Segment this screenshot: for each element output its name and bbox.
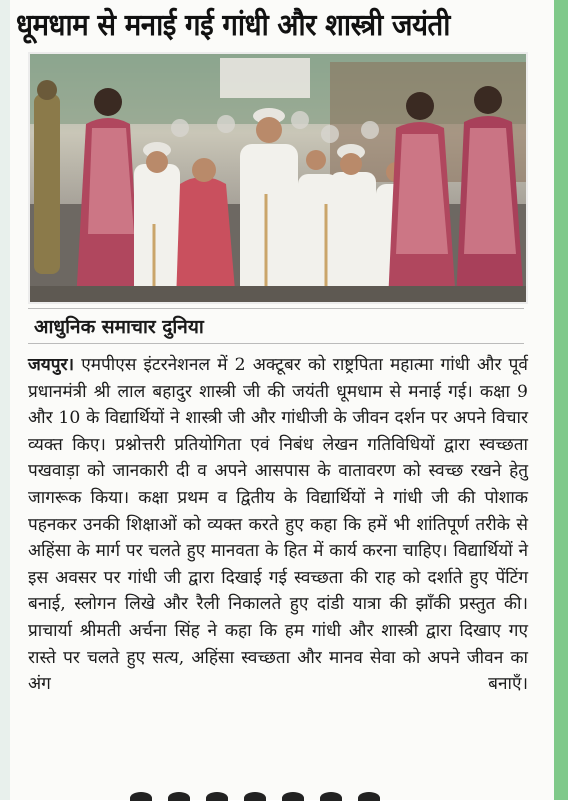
right-green-border (554, 0, 568, 800)
article-body (28, 352, 528, 698)
next-headline-cutoff (130, 789, 440, 801)
photo-illustration (30, 54, 526, 302)
left-margin-strip (0, 0, 10, 800)
byline: आधुनिक समाचार दुनिया (28, 308, 524, 344)
event-photo (28, 52, 528, 304)
dateline: जयपुर। (28, 355, 75, 375)
article-text: एमपीएस इंटरनेशनल में 2 अक्टूबर को राष्ट्रपिता महात्मा गांधी और पूर्व प्रधानमंत्री श्री लाल बहादुर शास्त्री जी की जयंती धूमधाम से मनाई गई। कक्षा 9 और 10 के विद्यार्थियों ने शास्त्री जी और गांधीजी के जीवन दर्शन पर अपने विचार व्यक्त किए। प्रश्नोत्तरी प्रतियोगिता एवं निबंध लेखन गतिविधियों द्वारा स्वच्छता पखवाड़ा को जानकारी दी व अपने आसपास के वातावरण को स्वच्छ रखने हेतु जागरूक किया। कक्षा प्रथम व द्वितीय के विद्यार्थियों ने गांधी जी की पोशाक पहनकर उनकी शिक्षाओं को व्यक्त करते हुए कहा कि हमें भी शांतिपूर्ण तरीके से अहिंसा के मार्ग पर चलते हुए मानवता के हित में कार्य करना चाहिए। विद्यार्थियों ने इस अवसर पर गांधी जी द्वारा दिखाई गई स्वच्छता की राह को दर्शाते हुए पेंटिंग बनाई, स्लोगन लिखे और रैली निकालते हुए दांडी यात्रा की झाँकी प्रस्तुत की। प्राचार्या श्रीमती अर्चना सिंह ने कहा कि हम गांधी और शास्त्री द्वारा दिखाए गए रास्ते पर चलते हुए सत्य, अहिंसा स्वच्छता और मानव सेवा को अपने जीवन का अंग बनाएँ। (28, 355, 528, 695)
headline: धूमधाम से मनाई गई गांधी और शास्त्री जयंती (16, 8, 450, 43)
